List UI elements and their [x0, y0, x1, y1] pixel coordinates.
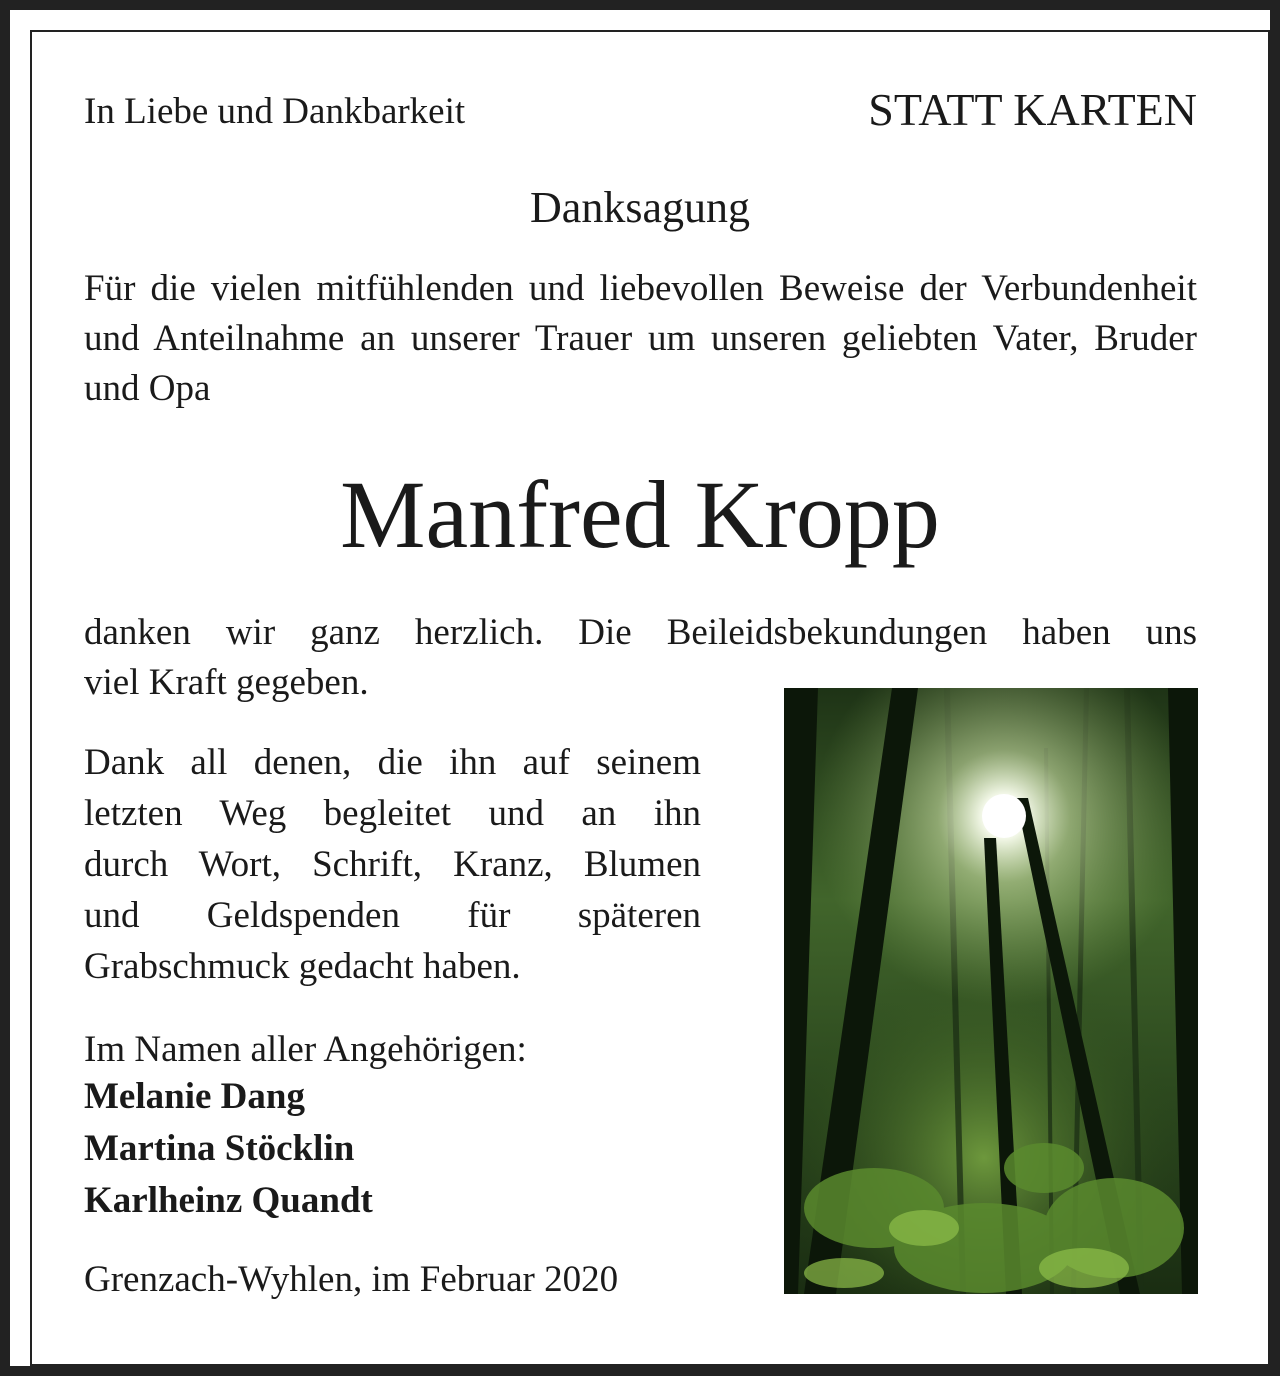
deceased-name: Manfred Kropp: [340, 461, 940, 568]
signoff-text: Im Namen aller Angehörigen:: [84, 1029, 527, 1070]
thanks-paragraph-line: und Geldspenden für späteren: [84, 895, 701, 936]
thanks-paragraph-line: Dank all denen, die ihn auf seinem: [84, 742, 701, 783]
thanks-line-2: viel Kraft gegeben.: [84, 662, 369, 703]
relative-name: Martina Stöcklin: [84, 1128, 355, 1169]
header-right-text: STATT KARTEN: [868, 84, 1197, 135]
thanks-paragraph-line: Grabschmuck gedacht haben.: [84, 946, 521, 987]
header-left-text: In Liebe und Dankbarkeit: [84, 91, 466, 132]
thanks-paragraph-line: durch Wort, Schrift, Kranz, Blumen: [84, 844, 701, 885]
relative-name: Melanie Dang: [84, 1076, 305, 1117]
notice-title: Danksagung: [530, 183, 750, 232]
thanks-paragraph-2: [84, 737, 701, 992]
forest-photo: [784, 688, 1198, 1294]
thanks-paragraph-line: letzten Weg begleitet und an ihn: [84, 793, 701, 834]
thanks-line-1: danken wir ganz herzlich. Die Beileidsbekundungen haben uns: [84, 612, 1197, 653]
relatives-list: [84, 1071, 373, 1227]
place-date-text: Grenzach-Wyhlen, im Februar 2020: [84, 1259, 619, 1300]
relative-name: Karlheinz Quandt: [84, 1180, 373, 1221]
intro-paragraph: Für die vielen mitfühlenden und liebevollen Beweise der Verbundenheit und Anteilnahme an unserer Trauer um unseren geliebten Vater, Bruder und Opa: [84, 268, 1197, 409]
